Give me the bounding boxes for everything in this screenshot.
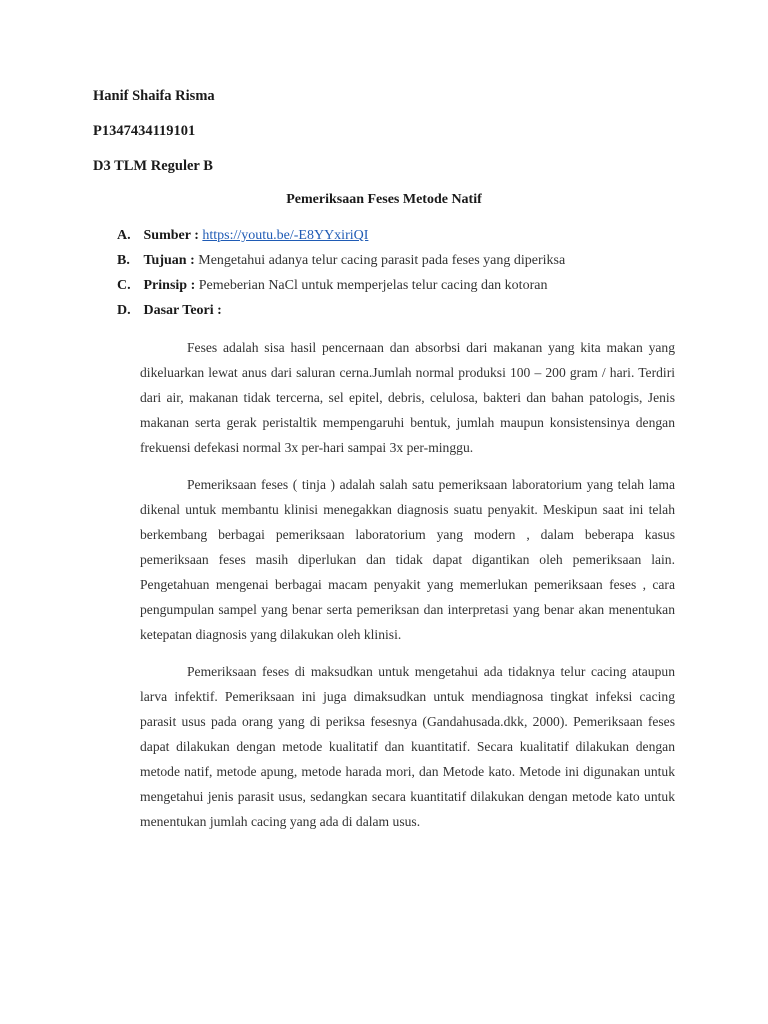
paragraph: Pemeriksaan feses di maksudkan untuk mengetahui ada tidaknya telur cacing ataupun larva infektif. Pemeriksaan ini juga dimaksudkan untuk mendiagnosa tingkat infeksi cacing parasit usus pada orang yang di periksa fesesnya (Gandahusada.dkk, 2000). Pemeriksaan feses dapat dilakukan dengan metode kualitatif dan kuantitatif. Secara kualitatif dilakukan dengan metode natif, metode apung, metode harada mori, dan Metode kato. Metode ini digunakan untuk mengetahui jenis parasit usus, sedangkan secara kuantitatif dilakukan dengan metode kato untuk menentukan jumlah cacing yang ada di dalam usus. <box>140 664 675 829</box>
list-letter: B. <box>117 253 130 268</box>
document-title: Pemeriksaan Feses Metode Natif <box>286 192 482 207</box>
list-item-prinsip <box>117 277 677 302</box>
list-letter: C. <box>117 278 131 293</box>
paragraph: Feses adalah sisa hasil pencernaan dan absorbsi dari makanan yang kita makan yang dikeluarkan lewat anus dari saluran cerna.Jumlah normal produksi 100 – 200 gram / hari. Terdiri dari air, makanan tidak tercerna, sel epitel, debris, celulosa, bakteri dan bahan patologis, Jenis makanan serta gerak peristaltik mempengaruhi bentuk, jumlah maupun konsistensinya dengan frekuensi defekasi normal 3x per-hari sampai 3x per-minggu. <box>140 340 675 455</box>
list-value: Pemeberian NaCl untuk memperjelas telur cacing dan kotoran <box>198 278 548 293</box>
section-list <box>117 227 677 327</box>
author-name: Hanif Shaifa Risma <box>93 88 215 104</box>
list-letter: D. <box>117 303 131 318</box>
class-label: D3 TLM Reguler B <box>93 158 213 174</box>
list-key: Dasar Teori : <box>143 303 222 318</box>
list-item-dasar-teori <box>117 302 677 327</box>
theory-body <box>140 335 675 846</box>
list-item-sumber <box>117 227 677 252</box>
list-item-tujuan <box>117 252 677 277</box>
list-key: Prinsip : <box>143 278 196 293</box>
list-key: Tujuan : <box>143 253 195 268</box>
list-value: Mengetahui adanya telur cacing parasit pada feses yang diperiksa <box>198 253 566 268</box>
list-key: Sumber : <box>143 228 199 243</box>
list-letter: A. <box>117 228 131 243</box>
student-id: P1347434119101 <box>93 123 196 139</box>
paragraph: Pemeriksaan feses ( tinja ) adalah salah satu pemeriksaan laboratorium yang telah lama dikenal untuk membantu klinisi menegakkan diagnosis suatu penyakit. Meskipun saat ini telah berkembang berbagai pemeriksaan laboratorium yang modern , dalam beberapa kasus pemeriksaan feses masih diperlukan dan tidak dapat digantikan oleh pemeriksaan lain. Pengetahuan mengenai berbagai macam penyakit yang memerlukan pemeriksaan feses , cara pengumpulan sampel yang benar serta pemeriksan dan interpretasi yang benar akan menentukan ketepatan diagnosis yang dilakukan oleh klinisi. <box>140 477 675 642</box>
source-link[interactable]: https://youtu.be/-E8YYxiriQI <box>202 228 369 243</box>
